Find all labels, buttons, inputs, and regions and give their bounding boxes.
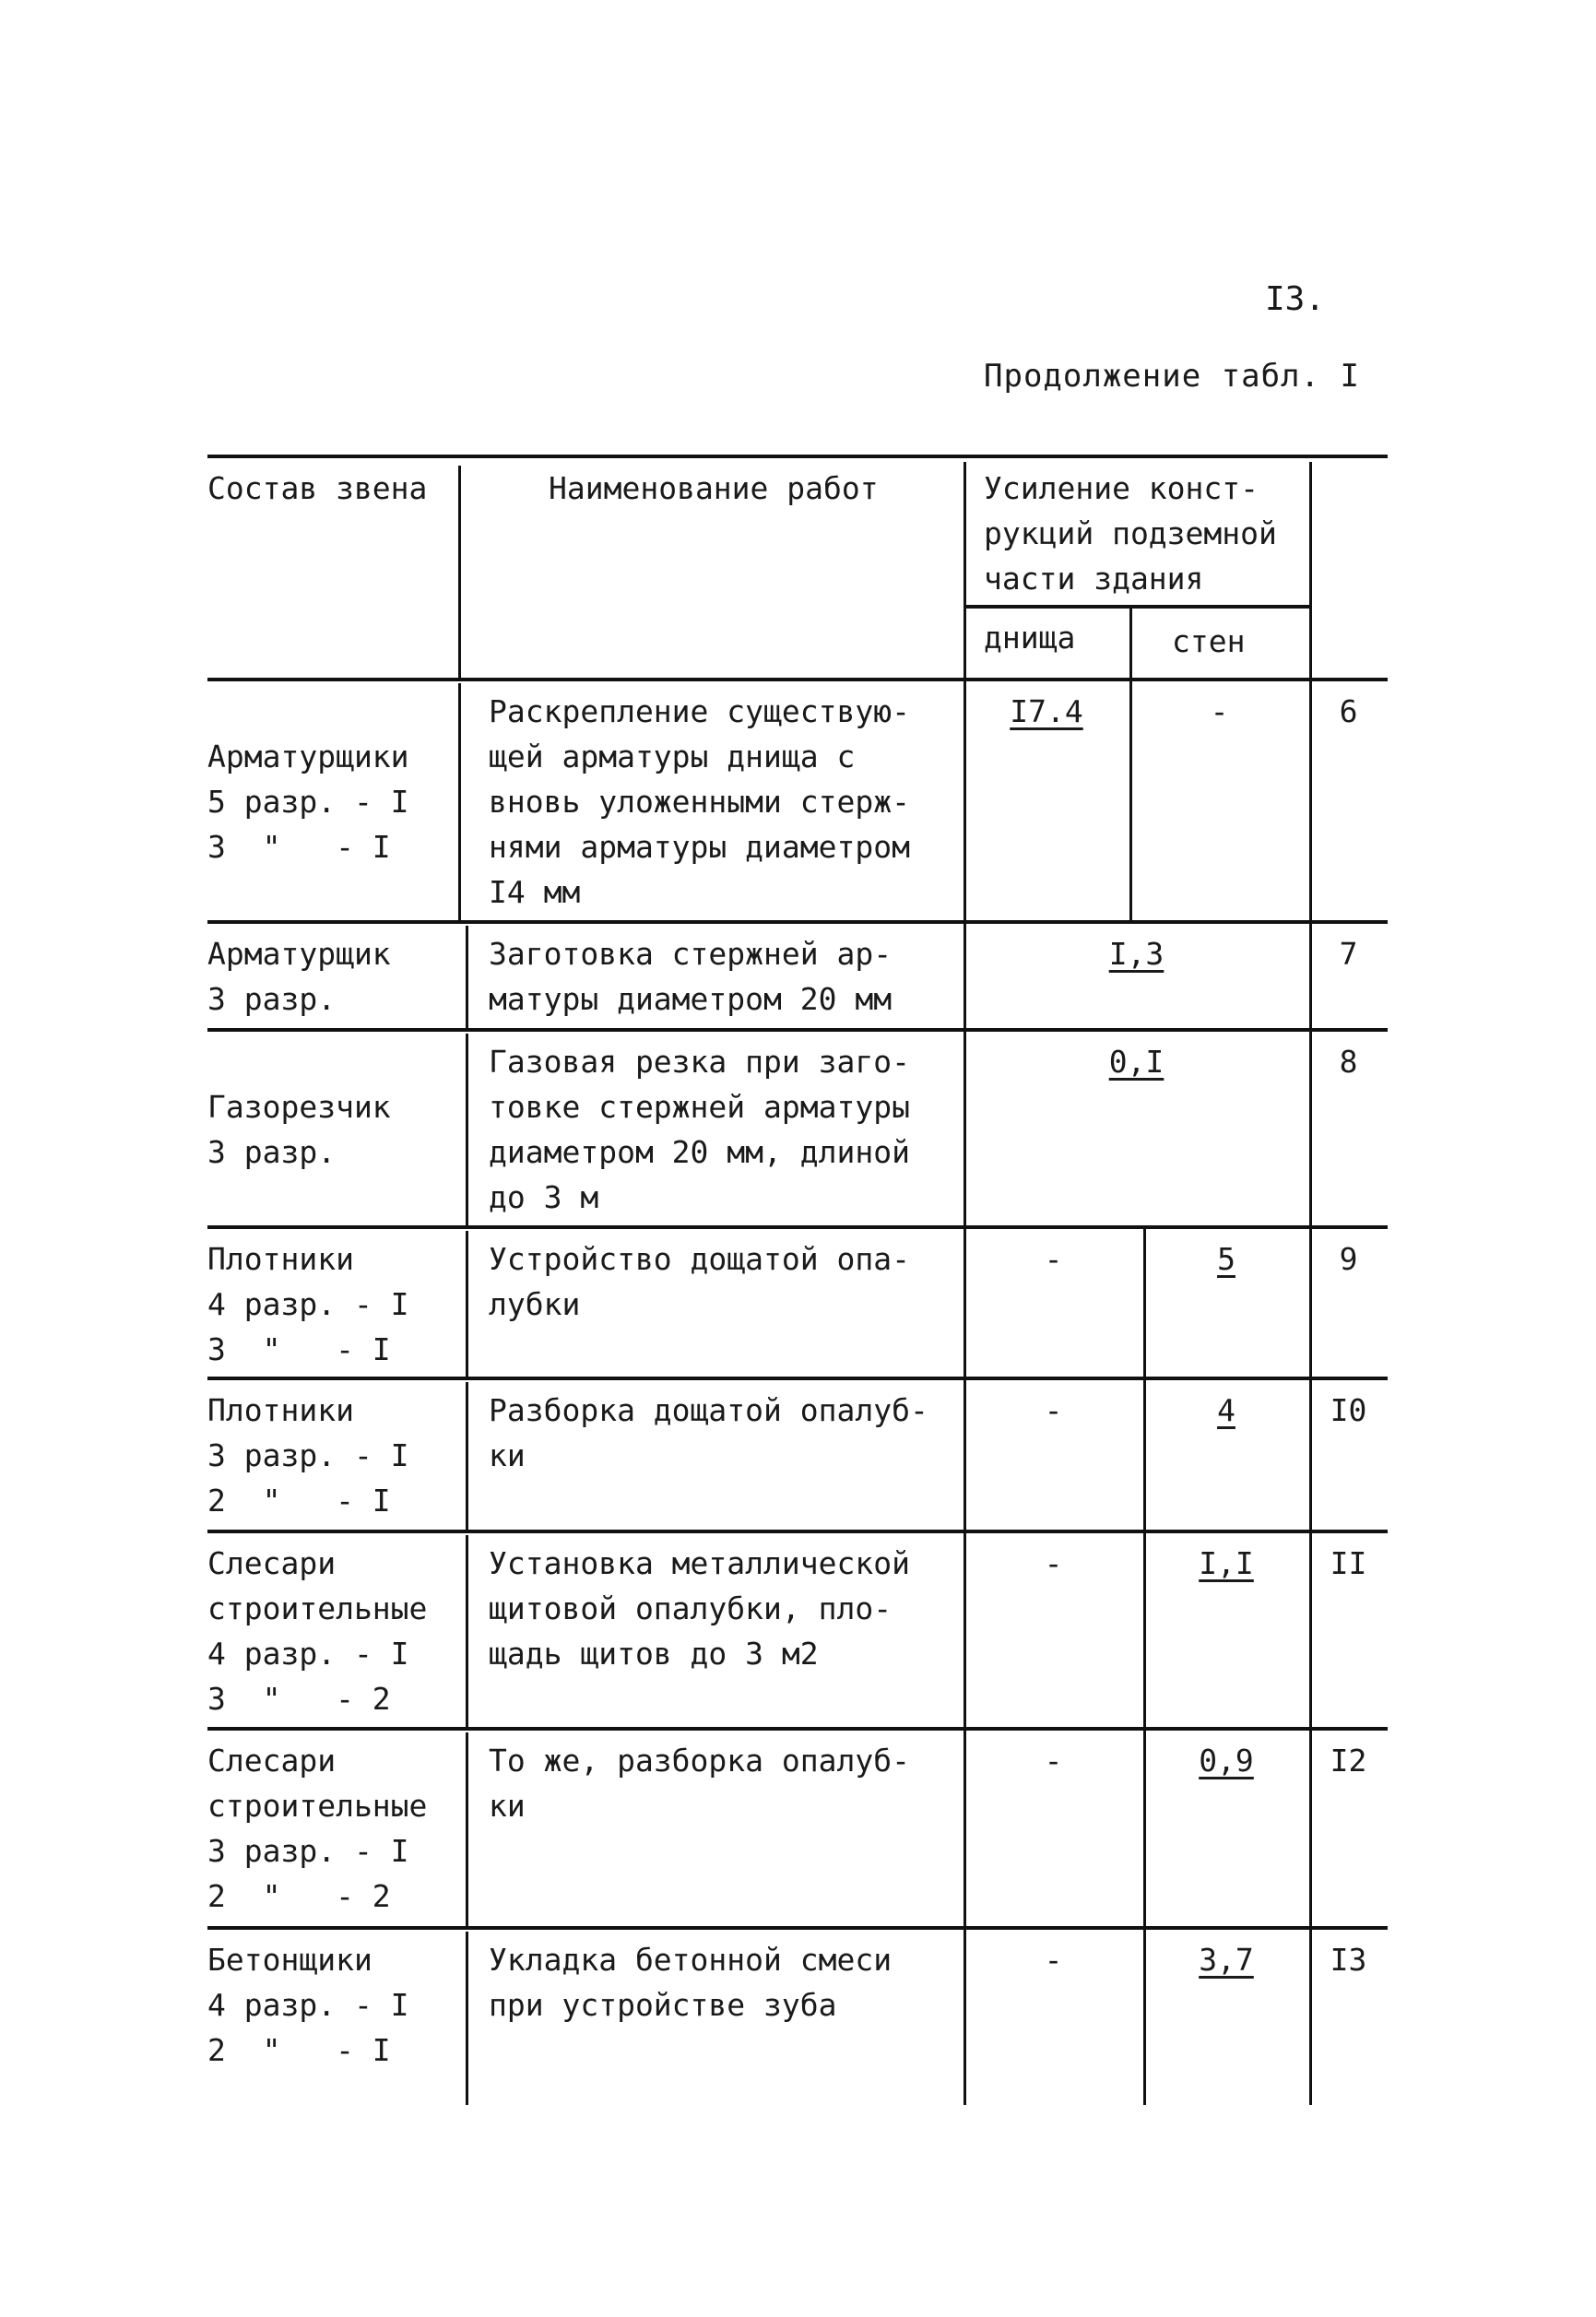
row-number: I2 <box>1330 1743 1367 1779</box>
row-vrule-2 <box>964 1530 966 1727</box>
work-line: Заготовка стержней ар- <box>489 936 893 972</box>
header-vrule-4 <box>1309 462 1312 678</box>
header-sub-walls: стен <box>1172 623 1246 659</box>
row-vrule-mid <box>1143 1530 1146 1727</box>
row-vrule-1 <box>466 1932 468 2105</box>
table-continuation-caption: Продолжение табл. I <box>984 358 1360 395</box>
header-work-name: Наименование работ <box>549 470 879 506</box>
row-rule <box>207 678 1388 681</box>
row-vrule-mid <box>1143 1225 1146 1377</box>
norm-value-bottom: - <box>1044 1392 1063 1428</box>
row-vrule-1 <box>458 683 461 920</box>
crew-line: 3 разр. - I <box>207 1437 409 1473</box>
row-rule <box>207 1225 1388 1229</box>
norm-value-bottom: - <box>1044 1545 1063 1581</box>
crew-line: Газорезчик <box>207 1089 391 1125</box>
header-sub-bottom: днища <box>984 620 1076 656</box>
crew-line: Арматурщики <box>207 739 409 774</box>
work-line: Установка металлической <box>489 1545 910 1581</box>
header-vrule-1 <box>458 466 461 678</box>
header-vrule-3 <box>1129 605 1132 678</box>
work-line: щадь щитов до 3 м2 <box>489 1636 819 1672</box>
row-vrule-1 <box>466 1034 468 1225</box>
norm-value-walls: 5 <box>1217 1241 1235 1277</box>
work-line: Газовая резка при заго- <box>489 1044 910 1080</box>
header-reinforcement-l1: Усиление конст- <box>984 470 1259 506</box>
crew-line: 4 разр. - I <box>207 1987 409 2023</box>
row-vrule-1 <box>466 1382 468 1530</box>
norm-value-merged: I,3 <box>1108 936 1164 972</box>
work-line: Укладка бетонной смеси <box>489 1942 893 1978</box>
crew-line: Слесари <box>207 1545 337 1581</box>
page-number: I3. <box>1265 280 1326 318</box>
row-vrule-2 <box>964 678 966 920</box>
row-vrule-4 <box>1309 678 1312 920</box>
work-line: Раскрепление существую- <box>489 693 910 729</box>
row-vrule-4 <box>1309 1028 1312 1225</box>
row-number: 9 <box>1339 1241 1358 1277</box>
row-vrule-1 <box>466 1535 468 1727</box>
work-line: Устройство дощатой опа- <box>489 1241 910 1277</box>
work-line: нями арматуры диаметром <box>489 829 910 865</box>
work-line: I4 мм <box>489 874 581 910</box>
crew-line: 4 разр. - I <box>207 1286 409 1322</box>
row-rule <box>207 920 1388 924</box>
work-line: матуры диаметром 20 мм <box>489 981 893 1017</box>
row-number: I3 <box>1330 1942 1367 1978</box>
norm-value-merged: 0,I <box>1108 1044 1164 1080</box>
row-rule <box>207 1377 1388 1380</box>
work-line: до 3 м <box>489 1179 599 1215</box>
row-vrule-1 <box>466 1231 468 1377</box>
row-vrule-4 <box>1309 1727 1312 1926</box>
work-line: щитовой опалубки, пло- <box>489 1590 893 1626</box>
row-vrule-2 <box>964 1727 966 1926</box>
crew-line: 3 " - I <box>207 1331 391 1367</box>
crew-line: 2 " - I <box>207 2032 391 2068</box>
work-line: ки <box>489 1437 526 1473</box>
row-vrule-4 <box>1309 1225 1312 1377</box>
crew-line: 4 разр. - I <box>207 1636 409 1672</box>
row-number: 8 <box>1339 1044 1358 1080</box>
crew-line: 3 разр. <box>207 1134 337 1170</box>
norm-value-walls: 0,9 <box>1199 1743 1254 1779</box>
crew-line: Слесари <box>207 1743 337 1779</box>
row-rule <box>207 1926 1388 1930</box>
header-sub-rule <box>964 605 1309 609</box>
work-line: То же, разборка опалуб- <box>489 1743 910 1779</box>
work-line: ки <box>489 1788 526 1824</box>
row-number: II <box>1330 1545 1367 1581</box>
header-crew: Состав звена <box>207 470 428 506</box>
crew-line: 2 " - I <box>207 1483 391 1519</box>
row-vrule-mid <box>1129 678 1132 920</box>
crew-line: 2 " - 2 <box>207 1878 391 1914</box>
header-reinforcement-l2: рукций подземной <box>984 515 1277 551</box>
norm-value-walls: I,I <box>1199 1545 1254 1581</box>
row-number: I0 <box>1330 1392 1367 1428</box>
row-vrule-4 <box>1309 920 1312 1028</box>
row-vrule-4 <box>1309 1530 1312 1727</box>
row-rule <box>207 1530 1388 1533</box>
crew-line: 3 " - 2 <box>207 1681 391 1717</box>
row-rule <box>207 1028 1388 1032</box>
crew-line: Арматурщик <box>207 936 391 972</box>
row-vrule-2 <box>964 1926 966 2105</box>
work-line: товке стержней арматуры <box>489 1089 910 1125</box>
work-line: лубки <box>489 1286 581 1322</box>
norm-value-walls: 3,7 <box>1199 1942 1254 1978</box>
crew-line: 5 разр. - I <box>207 784 409 820</box>
row-vrule-2 <box>964 1225 966 1377</box>
work-line: вновь уложенными стерж- <box>489 784 910 820</box>
row-vrule-1 <box>466 926 468 1028</box>
crew-line: Плотники <box>207 1241 354 1277</box>
row-vrule-4 <box>1309 1926 1312 2105</box>
work-line: щей арматуры днища с <box>489 739 856 774</box>
norm-value-bottom: - <box>1044 1942 1063 1978</box>
row-vrule-1 <box>466 1732 468 1926</box>
row-number: 7 <box>1339 936 1358 972</box>
header-reinforcement-l3: части здания <box>984 561 1204 597</box>
norm-value-bottom: - <box>1044 1241 1063 1277</box>
crew-line: 3 разр. <box>207 981 337 1017</box>
work-line: при устройстве зуба <box>489 1987 837 2023</box>
table-top-rule <box>207 455 1388 458</box>
work-line: Разборка дощатой опалуб- <box>489 1392 928 1428</box>
norm-value-walls: 4 <box>1217 1392 1235 1428</box>
crew-line: 3 " - I <box>207 829 391 865</box>
row-vrule-2 <box>964 1028 966 1225</box>
crew-line: строительные <box>207 1788 428 1824</box>
crew-line: Плотники <box>207 1392 354 1428</box>
work-line: диаметром 20 мм, длиной <box>489 1134 910 1170</box>
crew-line: 3 разр. - I <box>207 1833 409 1869</box>
row-rule <box>207 1727 1388 1731</box>
row-vrule-mid <box>1143 1926 1146 2105</box>
norm-value-walls: - <box>1210 693 1229 729</box>
row-number: 6 <box>1339 693 1358 729</box>
norm-value-bottom: I7.4 <box>1010 693 1083 729</box>
row-vrule-4 <box>1309 1377 1312 1530</box>
row-vrule-2 <box>964 920 966 1028</box>
row-vrule-mid <box>1143 1727 1146 1926</box>
crew-line: Бетонщики <box>207 1942 372 1978</box>
crew-line: строительные <box>207 1590 428 1626</box>
norm-value-bottom: - <box>1044 1743 1063 1779</box>
row-vrule-mid <box>1143 1377 1146 1530</box>
header-vrule-2 <box>964 462 966 678</box>
row-vrule-2 <box>964 1377 966 1530</box>
